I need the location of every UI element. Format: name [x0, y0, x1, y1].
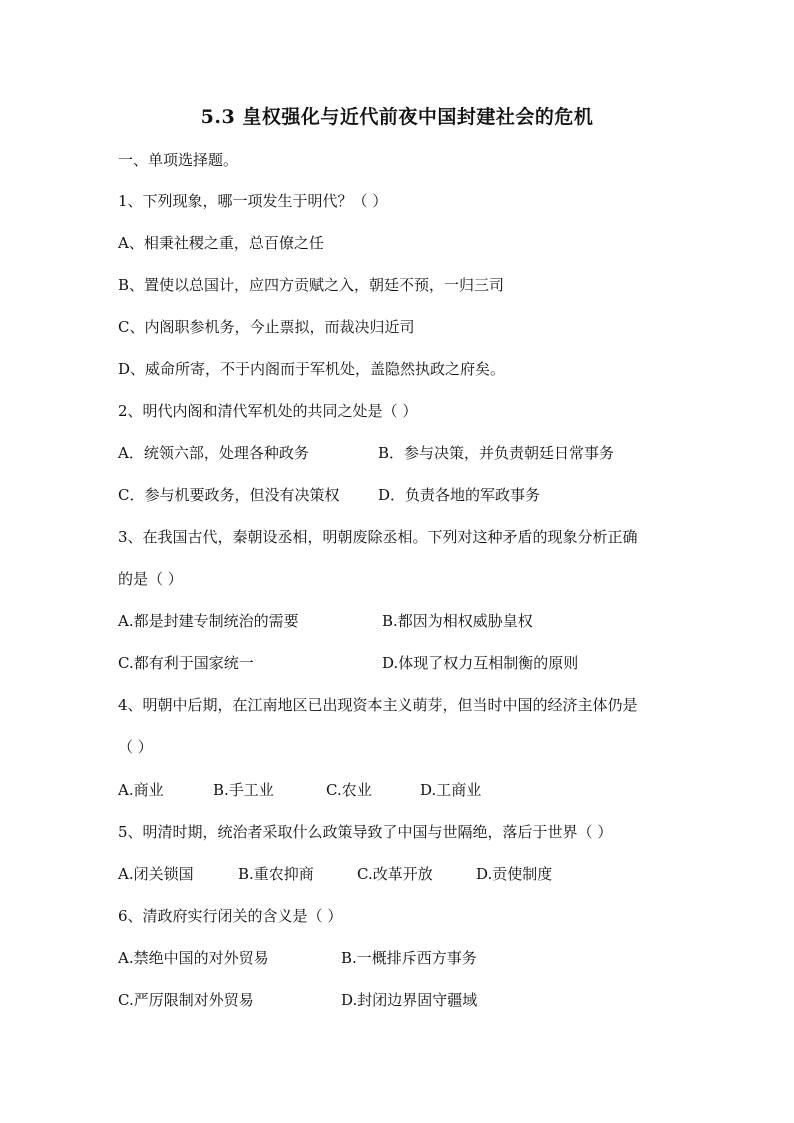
question-1-option-b: B、置使以总国计，应四方贡赋之入，朝廷不预，一归三司	[118, 276, 505, 294]
question-1-option-a: A、相秉社稷之重，总百僚之任	[118, 234, 324, 252]
question-4-option-d: D.工商业	[420, 781, 482, 799]
question-3-option-b: B.都因为相权威胁皇权	[382, 612, 533, 630]
question-2-option-b: B．参与决策，并负责朝廷日常事务	[378, 444, 615, 462]
question-3-option-c: C.都有利于国家统一	[118, 654, 254, 672]
question-6-option-d: D.封闭边界固守疆域	[341, 991, 478, 1009]
question-1-stem: 1、下列现象，哪一项发生于明代？（ ）	[118, 192, 388, 210]
question-4-option-b: B.手工业	[213, 781, 274, 799]
question-3-stem-continued: 的是（ ）	[118, 570, 183, 588]
question-4-option-a: A.商业	[118, 781, 164, 799]
question-3-stem: 3、在我国古代，秦朝设丞相，明朝废除丞相。下列对这种矛盾的现象分析正确	[118, 528, 638, 546]
question-3-option-d: D.体现了权力互相制衡的原则	[382, 654, 579, 672]
question-2-option-c: C．参与机要政务，但没有决策权	[118, 486, 340, 504]
question-3-option-a: A.都是封建专制统治的需要	[118, 612, 299, 630]
question-5-option-c: C.改革开放	[357, 865, 433, 883]
page-title: 5.3 皇权强化与近代前夜中国封建社会的危机	[200, 106, 594, 128]
question-6-option-c: C.严厉限制对外贸易	[118, 991, 254, 1009]
question-6-option-a: A.禁绝中国的对外贸易	[118, 949, 269, 967]
question-4-stem-continued: （ ）	[118, 738, 153, 756]
question-4-option-c: C.农业	[326, 781, 372, 799]
question-5-option-d: D.贡使制度	[476, 865, 553, 883]
question-2-option-a: A．统领六部，处理各种政务	[118, 444, 309, 462]
question-5-stem: 5、明清时期，统治者采取什么政策导致了中国与世隔绝，落后于世界（ ）	[118, 823, 613, 841]
question-1-option-d: D、威命所寄，不于内阁而于军机处，盖隐然执政之府矣。	[118, 360, 506, 378]
question-4-stem: 4、明朝中后期，在江南地区已出现资本主义萌芽，但当时中国的经济主体仍是	[118, 696, 638, 714]
question-5-option-a: A.闭关锁国	[118, 865, 194, 883]
question-5-option-b: B.重农抑商	[238, 865, 314, 883]
section-heading: 一、单项选择题。	[118, 151, 239, 169]
question-6-stem: 6、清政府实行闭关的含义是（ ）	[118, 907, 343, 925]
question-1-option-c: C、内阁职参机务，今止票拟，而裁决归近司	[118, 318, 415, 336]
question-2-option-d: D．负责各地的军政事务	[378, 486, 541, 504]
question-6-option-b: B.一概排斥西方事务	[341, 949, 477, 967]
question-2-stem: 2、明代内阁和清代军机处的共同之处是（ ）	[118, 402, 418, 420]
